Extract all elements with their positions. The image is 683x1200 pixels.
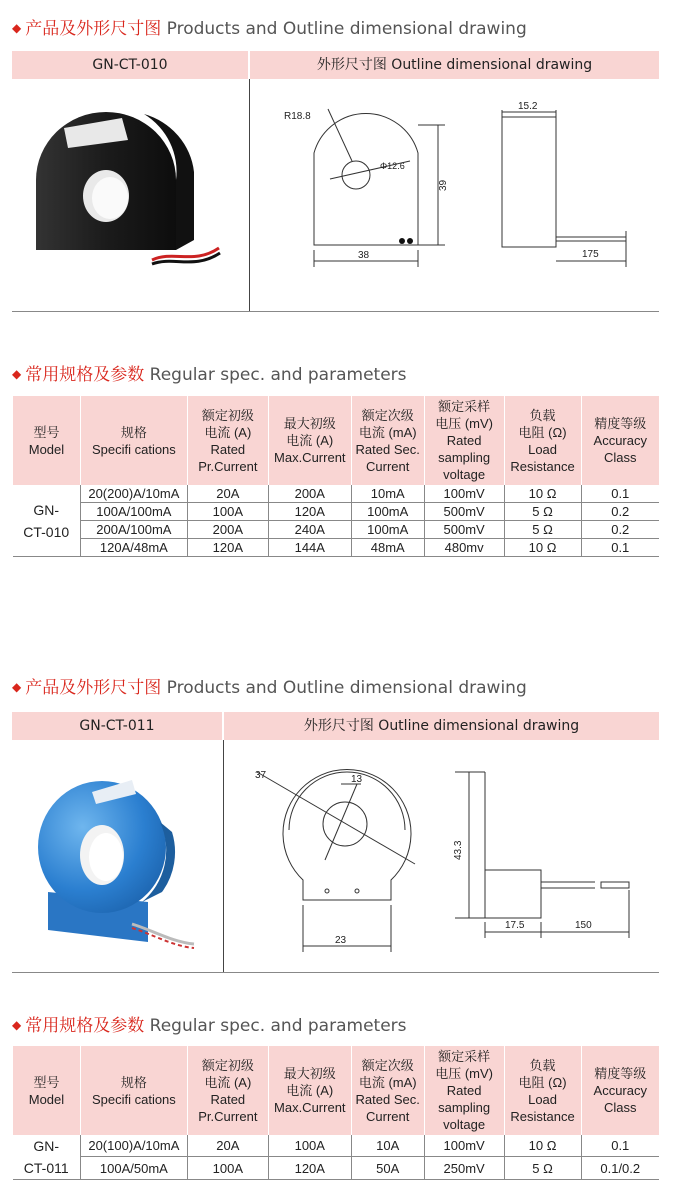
column-header-line: Load: [528, 441, 558, 457]
column-header: [268, 1046, 351, 1135]
model-line: GN-: [33, 1138, 60, 1154]
section-divider: [12, 972, 659, 973]
column-header-line: Max.Current: [274, 1100, 346, 1115]
model-line: CT-011: [23, 1160, 69, 1176]
table-header-row: [13, 396, 660, 485]
title-zh: 产品及外形尺寸图: [25, 19, 162, 39]
column-header-line: 额定采样: [438, 399, 491, 414]
column-divider: [223, 740, 224, 972]
title-zh: 产品及外形尺寸图: [25, 678, 162, 698]
column-header-line: 额定初级: [201, 407, 254, 423]
table-cell: 480mv: [424, 539, 504, 557]
column-header-line: voltage: [443, 1117, 486, 1132]
table-header-row: [13, 1046, 660, 1135]
column-header-line: 电阻 (Ω): [518, 424, 567, 440]
table-cell: 20(100)A/10mA: [80, 1135, 187, 1157]
column-header: [268, 396, 351, 485]
column-header: [187, 1046, 268, 1135]
column-header-line: Specifi cations: [91, 1091, 176, 1107]
spec-table-ct011: [12, 1046, 659, 1180]
column-header-line: Rated: [446, 433, 482, 448]
model-cell: [13, 1135, 81, 1180]
column-header: [581, 1046, 659, 1135]
column-header-line: Rated: [210, 441, 246, 457]
dim-depth: 15.2: [518, 101, 538, 112]
table-cell: 20A: [187, 485, 268, 503]
column-header-line: 最大初级: [283, 1066, 336, 1081]
column-header: [504, 1046, 581, 1135]
column-header-line: Current: [366, 458, 410, 474]
table-cell: 120A/48mA: [80, 539, 187, 557]
column-header-line: 规格: [120, 424, 147, 440]
column-header-line: 电压 (mV): [435, 1066, 494, 1081]
table-cell: 100mV: [424, 1135, 504, 1157]
column-header-line: Rated Sec.: [355, 1091, 420, 1107]
table-cell: 100mA: [351, 521, 424, 539]
title-en: Regular spec. and parameters: [149, 1016, 407, 1036]
section-title: [12, 673, 527, 698]
column-divider: [249, 79, 250, 311]
diamond-bullet-icon: ◆: [12, 21, 22, 35]
column-header-line: Model: [28, 1091, 65, 1107]
drawing-header: 外形尺寸图 Outline dimensional drawing: [224, 712, 659, 740]
column-header-line: 电流 (mA): [358, 424, 417, 440]
column-header-line: 精度等级: [594, 1066, 647, 1081]
dim-radius: R18.8: [284, 111, 311, 122]
table-cell: 5 Ω: [504, 503, 581, 521]
title-zh: 常用规格及参数: [25, 1016, 145, 1036]
outline-drawing-ct010: [270, 95, 650, 275]
dim-lead: 175: [582, 249, 599, 260]
column-header: [504, 396, 581, 485]
table-cell: 250mV: [424, 1157, 504, 1180]
model-header: GN-CT-011: [12, 712, 222, 740]
table-row: [13, 1135, 660, 1157]
column-header-line: Pr.Current: [198, 1108, 258, 1124]
table-cell: 50A: [351, 1157, 424, 1180]
column-header-line: Current: [366, 1108, 410, 1124]
table-cell: 100mA: [351, 503, 424, 521]
table-cell: 120A: [268, 1157, 351, 1180]
section-title: [12, 360, 407, 385]
column-header: [424, 1046, 504, 1135]
column-header: [424, 396, 504, 485]
table-cell: 500mV: [424, 521, 504, 539]
table-cell: 0.1: [581, 539, 659, 557]
table-row: [13, 485, 660, 503]
column-header: [581, 396, 659, 485]
section-title: [12, 1011, 407, 1036]
column-header-line: voltage: [443, 467, 486, 482]
column-header-line: Rated: [446, 1083, 482, 1098]
column-header: [80, 396, 187, 485]
product-photo-ct011: [22, 752, 212, 962]
table-cell: 200A/100mA: [80, 521, 187, 539]
column-header-line: 负载: [529, 1057, 556, 1073]
title-en: Products and Outline dimensional drawing: [166, 19, 527, 39]
table-cell: 100A: [268, 1135, 351, 1157]
table-row: [13, 521, 660, 539]
outline-drawing-ct011: [245, 760, 655, 960]
product-photo-ct010: [24, 100, 234, 290]
column-header-line: 额定次级: [361, 1057, 414, 1073]
table-cell: 120A: [268, 503, 351, 521]
column-header-line: 型号: [33, 1074, 60, 1090]
column-header-line: Resistance: [510, 1108, 575, 1124]
column-header-line: Rated Sec.: [355, 441, 420, 457]
column-header-line: Accuracy: [593, 1083, 647, 1098]
dim-lead: 150: [575, 920, 592, 931]
section-title: [12, 14, 527, 39]
table-cell: 0.1/0.2: [581, 1157, 659, 1180]
diamond-bullet-icon: ◆: [12, 367, 22, 381]
table-cell: 100A/50mA: [80, 1157, 187, 1180]
table-row: [13, 539, 660, 557]
table-cell: 500mV: [424, 503, 504, 521]
column-header-line: 电流 (A): [204, 424, 252, 440]
column-header-line: Max.Current: [274, 450, 346, 465]
diamond-bullet-icon: ◆: [12, 1018, 22, 1032]
column-header: [13, 396, 81, 485]
table-cell: 20(200)A/10mA: [80, 485, 187, 503]
table-cell: 120A: [187, 539, 268, 557]
column-header-line: Class: [604, 1100, 637, 1115]
table-cell: 100A/100mA: [80, 503, 187, 521]
column-header-line: 额定次级: [361, 407, 414, 423]
column-header: [187, 396, 268, 485]
column-header: [351, 1046, 424, 1135]
table-cell: 200A: [187, 521, 268, 539]
column-header-line: Accuracy: [593, 433, 647, 448]
title-zh: 常用规格及参数: [25, 365, 145, 385]
dim-height: 43.3: [453, 840, 464, 860]
column-header-line: 额定初级: [201, 1057, 254, 1073]
column-header-line: Rated: [210, 1091, 246, 1107]
dim-outer: 37: [255, 770, 267, 781]
table-cell: 100A: [187, 503, 268, 521]
column-header-line: 电流 (A): [286, 1083, 334, 1098]
column-header-line: 负载: [529, 407, 556, 423]
dim-width: 38: [358, 250, 370, 261]
model-header: GN-CT-010: [12, 51, 248, 79]
column-header: [80, 1046, 187, 1135]
table-cell: 10 Ω: [504, 539, 581, 557]
column-header-line: sampling: [438, 1100, 491, 1115]
column-header-line: 额定采样: [438, 1049, 491, 1064]
column-header-line: Load: [528, 1091, 558, 1107]
table-cell: 240A: [268, 521, 351, 539]
column-header-line: Specifi cations: [91, 441, 176, 457]
table-row: [13, 503, 660, 521]
diamond-bullet-icon: ◆: [12, 680, 22, 694]
model-line: GN-: [33, 501, 60, 518]
dim-depth: 17.5: [505, 920, 525, 931]
spec-table-ct010: [12, 396, 659, 557]
drawing-header: 外形尺寸图 Outline dimensional drawing: [250, 51, 659, 79]
column-header-line: 电流 (A): [204, 1074, 252, 1090]
dim-hole: Φ12.6: [380, 161, 405, 171]
table-cell: 5 Ω: [504, 521, 581, 539]
table-cell: 100mV: [424, 485, 504, 503]
column-header-line: 电流 (mA): [358, 1074, 417, 1090]
model-line: CT-010: [23, 523, 70, 540]
column-header-line: Pr.Current: [198, 458, 258, 474]
table-cell: 10mA: [351, 485, 424, 503]
column-header-line: 电流 (A): [286, 433, 334, 448]
column-header: [351, 396, 424, 485]
column-header-line: Class: [604, 450, 637, 465]
column-header-line: 最大初级: [283, 416, 336, 431]
table-cell: 0.1: [581, 1135, 659, 1157]
column-header-line: Model: [28, 441, 65, 457]
table-cell: 0.2: [581, 503, 659, 521]
table-cell: 10 Ω: [504, 1135, 581, 1157]
title-en: Products and Outline dimensional drawing: [166, 678, 527, 698]
table-cell: 5 Ω: [504, 1157, 581, 1180]
dim-inner: 13: [351, 774, 363, 785]
dim-width: 23: [335, 935, 347, 946]
table-cell: 48mA: [351, 539, 424, 557]
dim-height: 39: [438, 179, 449, 191]
table-cell: 0.2: [581, 521, 659, 539]
title-en: Regular spec. and parameters: [149, 365, 407, 385]
column-header-line: 电阻 (Ω): [518, 1074, 567, 1090]
table-row: [13, 1157, 660, 1180]
column-header-line: 电压 (mV): [435, 416, 494, 431]
column-header-line: Resistance: [510, 458, 575, 474]
model-cell: [13, 485, 81, 557]
table-cell: 100A: [187, 1157, 268, 1180]
table-cell: 200A: [268, 485, 351, 503]
table-cell: 144A: [268, 539, 351, 557]
table-cell: 10 Ω: [504, 485, 581, 503]
column-header: [13, 1046, 81, 1135]
table-cell: 0.1: [581, 485, 659, 503]
column-header-line: 型号: [33, 424, 60, 440]
column-header-line: 精度等级: [594, 416, 647, 431]
column-header-line: 规格: [120, 1074, 147, 1090]
section-divider: [12, 311, 659, 312]
table-cell: 10A: [351, 1135, 424, 1157]
column-header-line: sampling: [438, 450, 491, 465]
table-cell: 20A: [187, 1135, 268, 1157]
